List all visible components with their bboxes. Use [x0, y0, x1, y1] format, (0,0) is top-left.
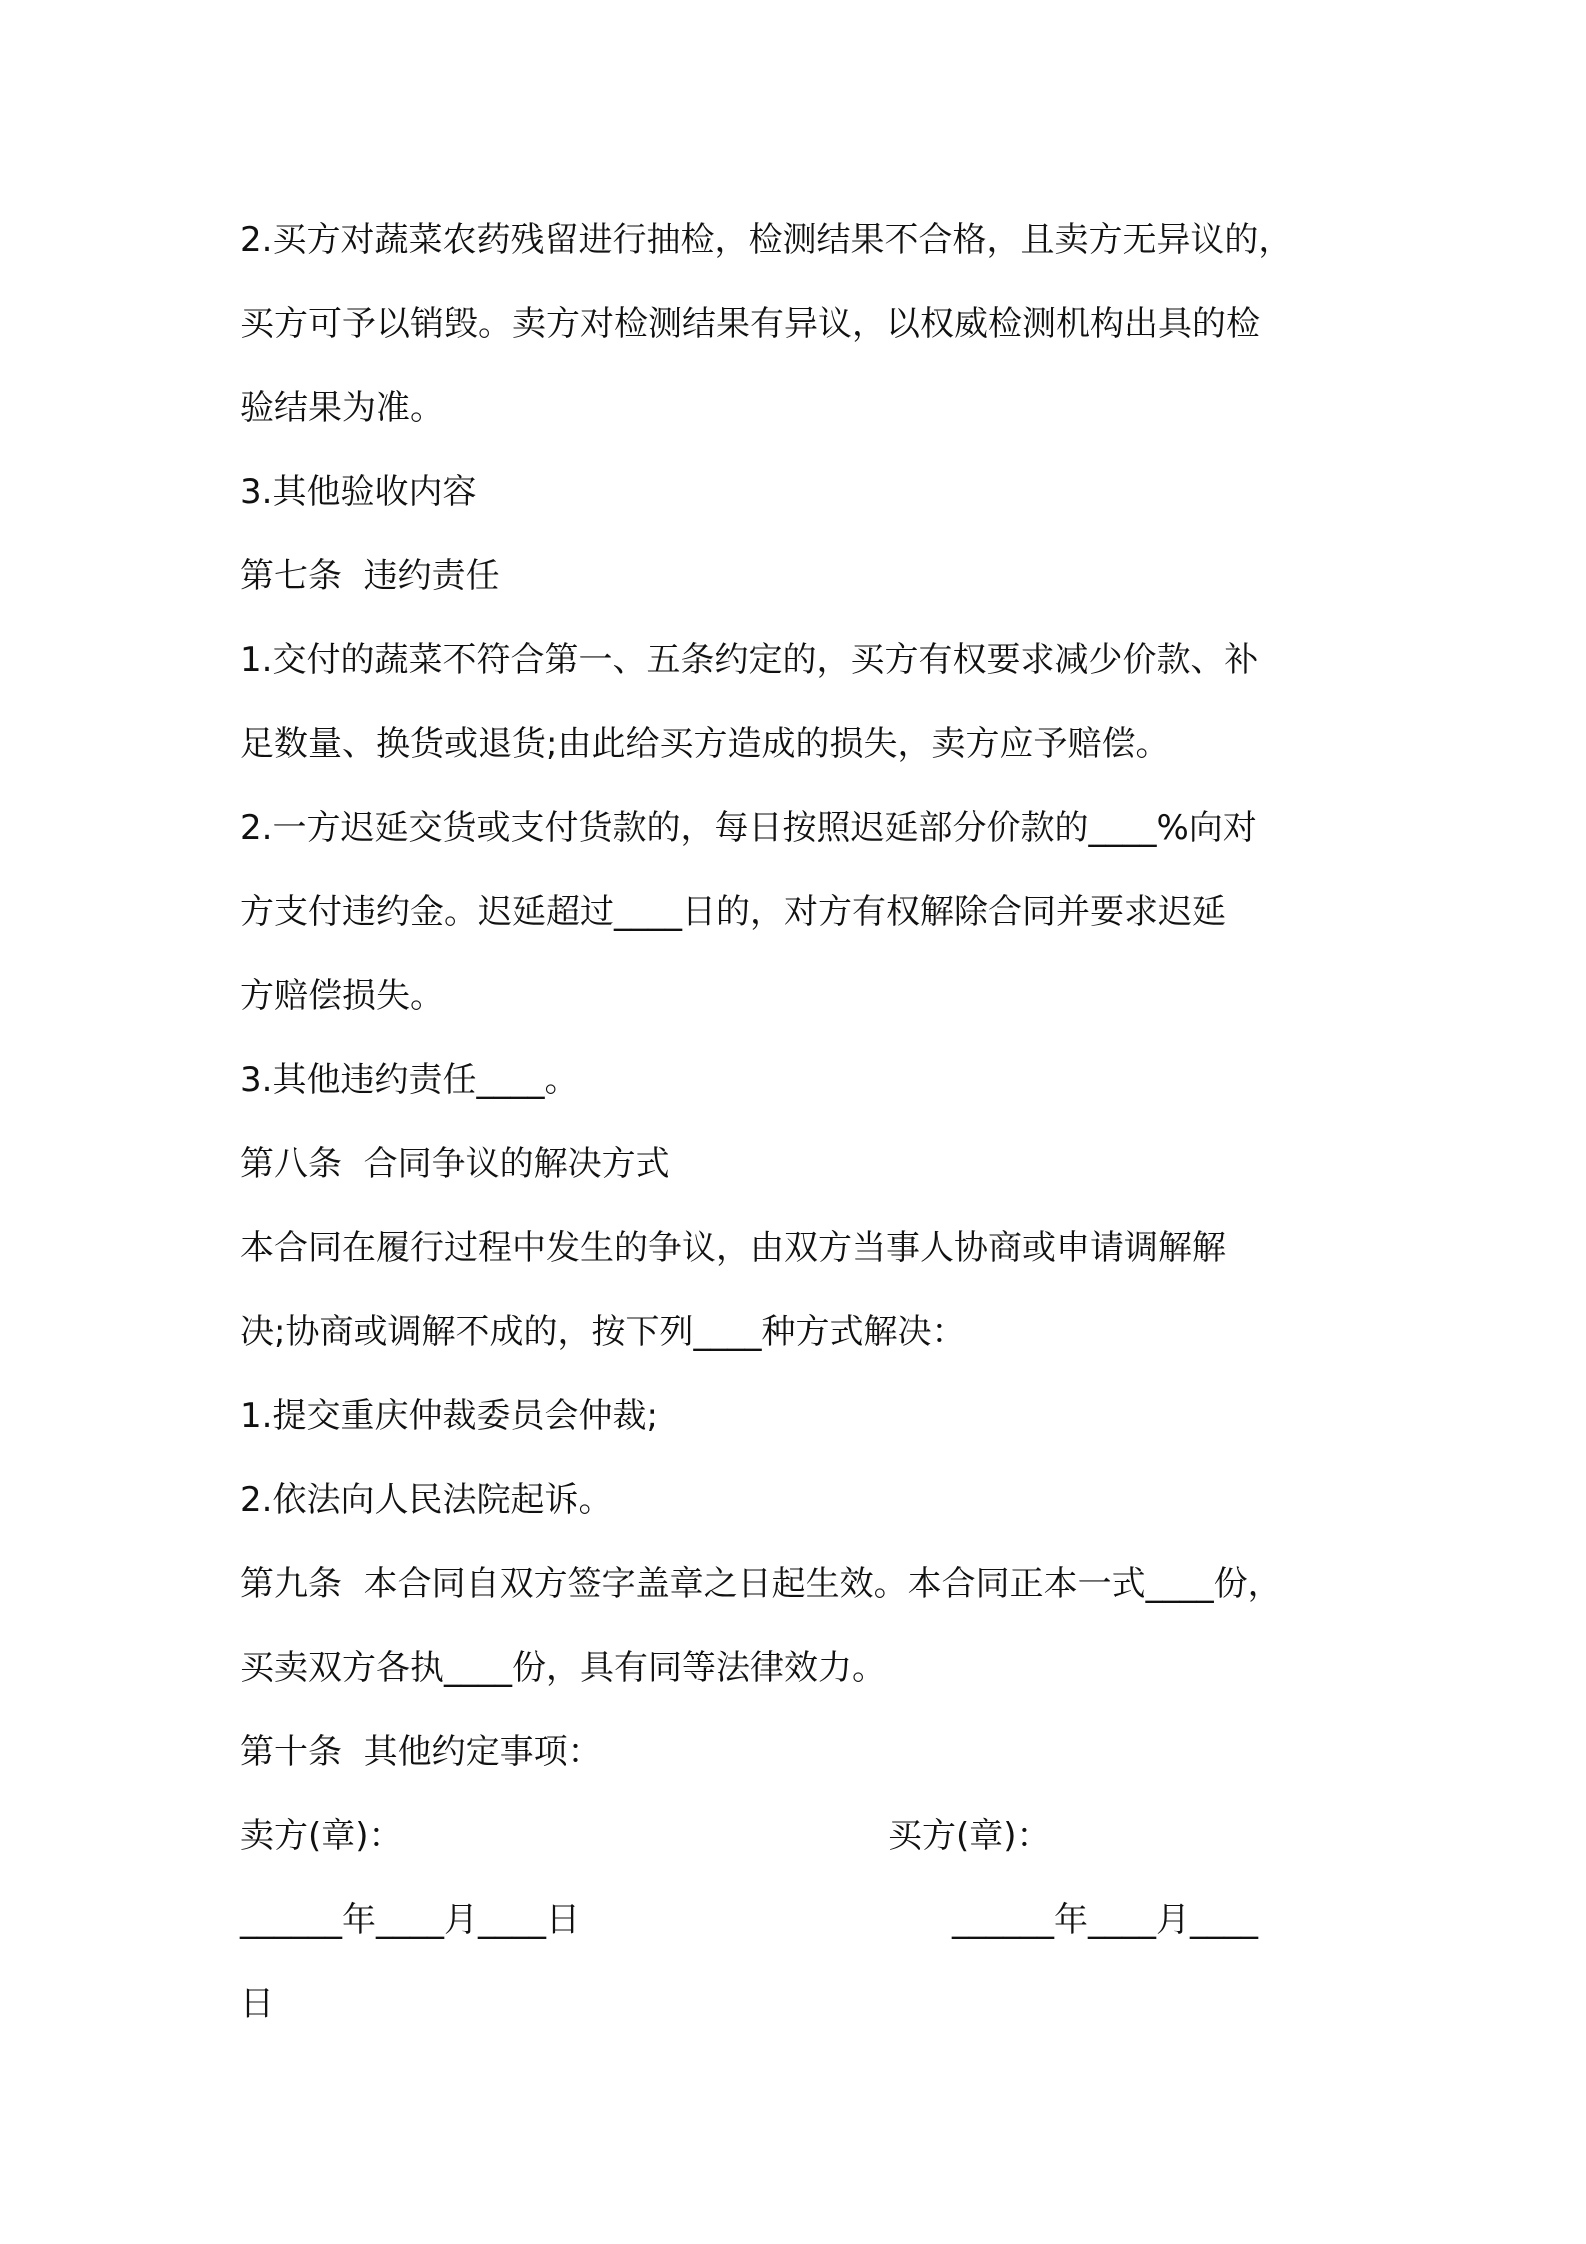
text-line: 验结果为准。 — [240, 388, 444, 428]
text-line: 方赔偿损失。 — [240, 976, 444, 1016]
text-line: 3.其他验收内容 — [240, 472, 477, 512]
text-line: 买卖双方各执____份，具有同等法律效力。 — [240, 1648, 886, 1688]
buyer-date-blank: ______年____月____ — [952, 1900, 1258, 1940]
text-line: 本合同在履行过程中发生的争议，由双方当事人协商或申请调解解 — [240, 1228, 1226, 1268]
buyer-seal-label: 买方(章)： — [888, 1816, 1051, 1856]
text-line: 3.其他违约责任____。 — [240, 1060, 579, 1100]
text-line: 2.买方对蔬菜农药残留进行抽检，检测结果不合格，且卖方无异议的， — [240, 220, 1293, 260]
article-heading: 第八条 合同争议的解决方式 — [240, 1144, 670, 1184]
signature-labels-row — [240, 1794, 1370, 1878]
text-line: 决;协商或调解不成的，按下列____种方式解决： — [240, 1312, 966, 1352]
buyer-date-tail: 日 — [240, 1984, 274, 2024]
signature-date-row — [240, 1878, 1370, 1962]
text-line: 1.提交重庆仲裁委员会仲裁; — [240, 1396, 658, 1436]
text-line: 2.一方迟延交货或支付货款的，每日按照迟延部分价款的____%向对 — [240, 808, 1257, 848]
text-line: 第九条 本合同自双方签字盖章之日起生效。本合同正本一式____份， — [240, 1564, 1282, 1604]
text-line: 足数量、换货或退货;由此给买方造成的损失，卖方应予赔偿。 — [240, 724, 1170, 764]
text-line: 2.依法向人民法院起诉。 — [240, 1480, 613, 1520]
article-heading: 第十条 其他约定事项： — [240, 1732, 602, 1772]
article-heading: 第七条 违约责任 — [240, 556, 500, 596]
text-line: 买方可予以销毁。卖方对检测结果有异议，以权威检测机构出具的检 — [240, 304, 1260, 344]
text-line: 1.交付的蔬菜不符合第一、五条约定的，买方有权要求减少价款、补 — [240, 640, 1259, 680]
seller-seal-label: 卖方(章)： — [240, 1816, 403, 1856]
text-line: 方支付违约金。迟延超过____日的，对方有权解除合同并要求迟延 — [240, 892, 1226, 932]
contract-body — [240, 198, 1370, 2046]
seller-date-blank: ______年____月____日 — [240, 1900, 580, 1940]
